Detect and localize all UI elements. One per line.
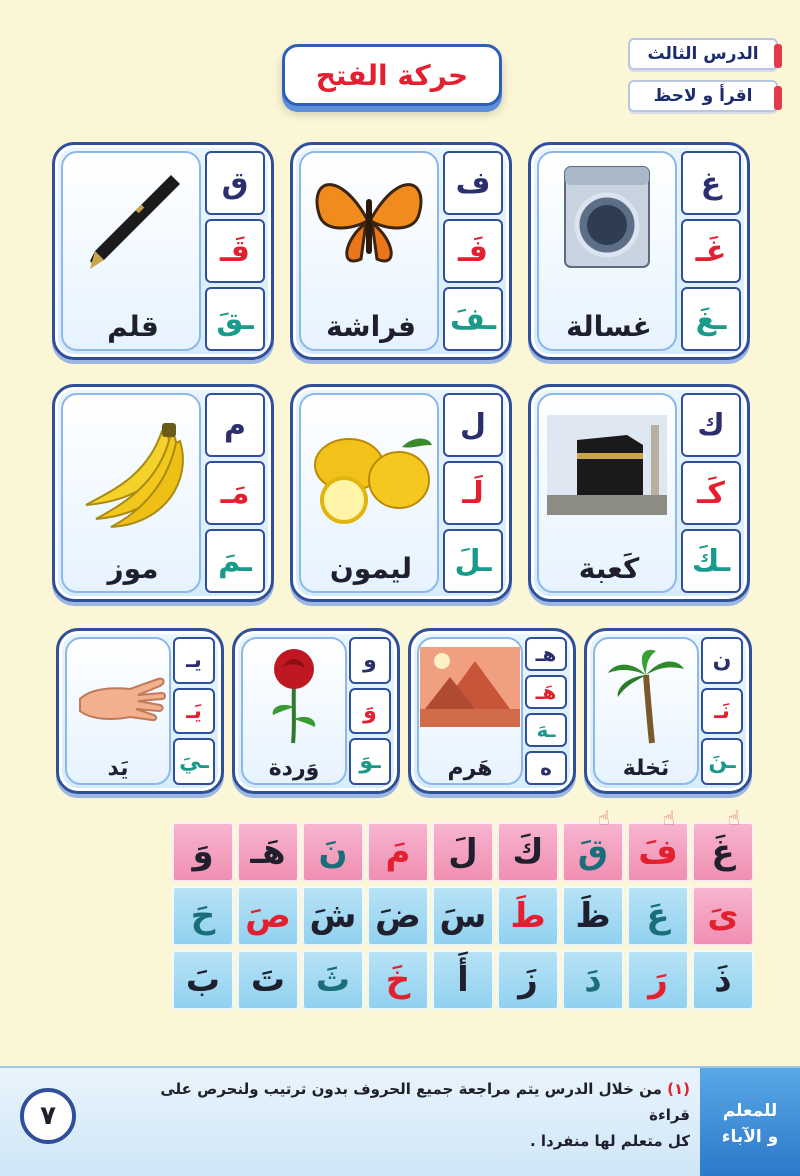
alphabet-row xyxy=(46,806,754,882)
card-word: قلم xyxy=(107,310,159,343)
note-number: (١) xyxy=(667,1080,690,1098)
card-nun xyxy=(584,628,752,794)
letter-tile: بَ xyxy=(172,950,234,1010)
letter-tile: ثَ xyxy=(302,950,364,1010)
audience-line-1: للمعلم xyxy=(722,1101,778,1121)
card-qaf xyxy=(52,142,274,360)
letter-final: ـفَ xyxy=(443,287,503,351)
letter-isolated: ف xyxy=(443,151,503,215)
letter-initial: وَ xyxy=(349,688,391,735)
letter-initial: لَـ xyxy=(443,461,503,525)
lemons-icon xyxy=(304,425,434,525)
letter-tile: خَ xyxy=(367,950,429,1010)
letter-initial: يَـ xyxy=(173,688,215,735)
letter-isolated: ق xyxy=(205,151,265,215)
letter-forms-column xyxy=(349,637,391,785)
letter-tile: زَ xyxy=(497,950,559,1010)
card-word: كَعبة xyxy=(578,552,640,585)
letter-tile: هَـ xyxy=(237,822,299,882)
letter-tile: ذَ xyxy=(692,950,754,1010)
letter-initial: مَـ xyxy=(205,461,265,525)
instruction-tag xyxy=(628,80,778,112)
letter-final: ـوَ xyxy=(349,738,391,785)
card-ghain xyxy=(528,142,750,360)
letter-tile: كَ xyxy=(497,822,559,882)
alphabet-row xyxy=(46,886,754,946)
letter-final: ـقَ xyxy=(205,287,265,351)
letter-final: ه xyxy=(525,751,567,785)
pointing-hand-icon: ☝ xyxy=(727,806,740,830)
letter-tile: نَ xyxy=(302,822,364,882)
letter-isolated: غ xyxy=(681,151,741,215)
note-line-2: كل متعلم لها منفردا . xyxy=(529,1132,690,1150)
letter-tile: طَ xyxy=(497,886,559,946)
note-line-1: من خلال الدرس يتم مراجعة جميع الحروف بدون ترتيب ولنحرص على قراءة xyxy=(160,1080,690,1124)
letter-forms-column xyxy=(205,393,265,593)
lesson-number-tag xyxy=(628,38,778,70)
letter-initial: فَـ xyxy=(443,219,503,283)
letter-isolated: و xyxy=(349,637,391,684)
letter-final: ـلَ xyxy=(443,529,503,593)
pointing-hand-icon: ☝ xyxy=(662,806,675,830)
letter-medial: ـهَ xyxy=(525,713,567,747)
card-kaf xyxy=(528,384,750,602)
letter-tile: دَ xyxy=(562,950,624,1010)
letter-forms-column xyxy=(681,393,741,593)
card-word: وَردة xyxy=(268,756,320,781)
card-mim xyxy=(52,384,274,602)
page-number: ٧ xyxy=(20,1088,76,1144)
rose-icon xyxy=(259,645,329,745)
letter-tile: ظَ xyxy=(562,886,624,946)
letter-tile: تَ xyxy=(237,950,299,1010)
alphabet-review-grid xyxy=(46,806,754,1014)
letter-tile: مَ xyxy=(367,822,429,882)
letter-final: ـمَ xyxy=(205,529,265,593)
letter-tile: وَ xyxy=(172,822,234,882)
washing-machine-icon xyxy=(557,163,657,273)
card-word: ليمون xyxy=(329,552,413,585)
hand-icon xyxy=(70,659,166,729)
letter-isolated: هـ xyxy=(525,637,567,671)
letter-tile: سَ xyxy=(432,886,494,946)
letter-tile: أَ xyxy=(432,950,494,1010)
letter-tile: فَ ☝ xyxy=(627,822,689,882)
alphabet-row xyxy=(46,950,754,1010)
card-ya xyxy=(56,628,224,794)
letter-initial: نَـ xyxy=(701,688,743,735)
letter-tile: شَ xyxy=(302,886,364,946)
letter-final: ـنَ xyxy=(701,738,743,785)
letter-tile: غَ ☝ xyxy=(692,822,754,882)
butterfly-icon xyxy=(309,159,429,279)
letter-isolated: ل xyxy=(443,393,503,457)
card-fa xyxy=(290,142,512,360)
pen-icon xyxy=(76,167,186,277)
letter-tile: عَ xyxy=(627,886,689,946)
teacher-note xyxy=(130,1076,690,1154)
card-word: فراشة xyxy=(326,310,416,343)
letter-initial: كَـ xyxy=(681,461,741,525)
letter-tile: قَ ☝ xyxy=(562,822,624,882)
letter-final: ـكَ xyxy=(681,529,741,593)
card-word: نَخلة xyxy=(622,756,670,781)
letter-final: ـيَ xyxy=(173,738,215,785)
letter-initial: غَـ xyxy=(681,219,741,283)
letter-initial: هَـ xyxy=(525,675,567,709)
letter-tile: صَ xyxy=(237,886,299,946)
audience-tab xyxy=(700,1068,800,1176)
letter-tile: رَ xyxy=(627,950,689,1010)
letter-final: ـغَ xyxy=(681,287,741,351)
letter-forms-column xyxy=(443,151,503,351)
letter-isolated: ك xyxy=(681,393,741,457)
palm-tree-icon xyxy=(606,645,686,745)
lesson-title-banner xyxy=(282,44,502,106)
card-word: موز xyxy=(107,552,159,585)
letter-tile: ضَ xyxy=(367,886,429,946)
bananas-icon xyxy=(66,419,196,529)
card-word: غسالة xyxy=(566,310,652,343)
card-waw xyxy=(232,628,400,794)
letter-isolated: يـ xyxy=(173,637,215,684)
kaaba-icon xyxy=(547,415,667,515)
audience-line-2: و الآباء xyxy=(721,1127,779,1147)
letter-forms-column xyxy=(681,151,741,351)
letter-isolated: م xyxy=(205,393,265,457)
letter-forms-column xyxy=(205,151,265,351)
letter-tile: لَ xyxy=(432,822,494,882)
footer xyxy=(0,1066,800,1176)
pyramids-icon xyxy=(420,647,520,727)
instruction-label: اقرأ و لاحظ xyxy=(653,86,753,106)
lesson-title: حركة الفتح xyxy=(315,58,469,92)
letter-initial: قَـ xyxy=(205,219,265,283)
letter-forms-column xyxy=(173,637,215,785)
card-word: يَد xyxy=(107,756,129,781)
letter-forms-column xyxy=(525,637,567,785)
letter-tile: حَ xyxy=(172,886,234,946)
card-word: هَرم xyxy=(447,756,493,781)
letter-forms-column xyxy=(701,637,743,785)
card-lam xyxy=(290,384,512,602)
lesson-label: الدرس الثالث xyxy=(647,44,759,64)
letter-forms-column xyxy=(443,393,503,593)
card-ha xyxy=(408,628,576,794)
pointing-hand-icon: ☝ xyxy=(597,806,610,830)
letter-tile: ىَ xyxy=(692,886,754,946)
letter-isolated: ن xyxy=(701,637,743,684)
